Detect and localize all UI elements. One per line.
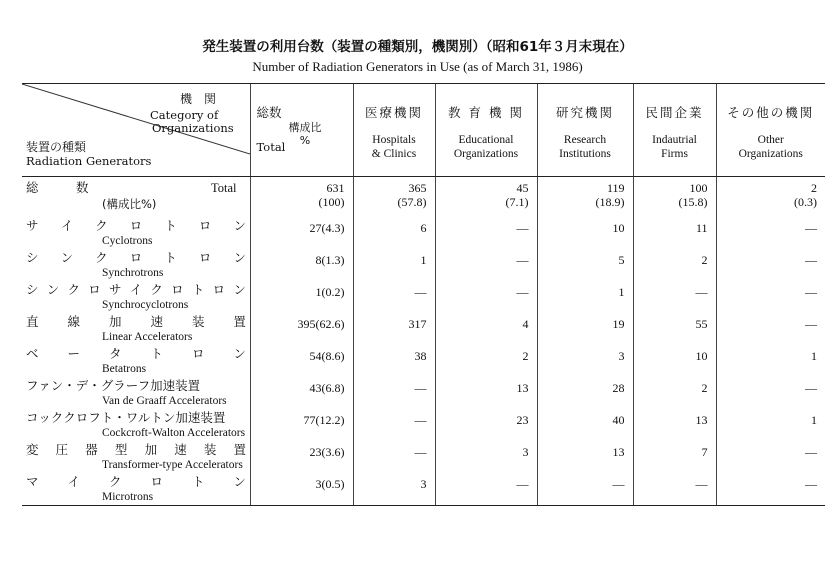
row-label-en: Synchrocyclotrons: [102, 299, 189, 311]
table-row: [22, 249, 825, 281]
column-header-industrial: [633, 84, 716, 177]
value-cell: 3: [435, 441, 537, 473]
column-header-ja: その他の機関: [727, 105, 815, 120]
value-cell: —: [537, 473, 633, 506]
value-cell: 5: [537, 249, 633, 281]
value-cell: 40: [537, 409, 633, 441]
total-value: 631: [326, 181, 345, 195]
total-row: [22, 177, 825, 218]
ratio-header-ja: 構成比: [288, 121, 322, 134]
header-row: [22, 84, 825, 177]
row-label: [22, 473, 250, 506]
column-header-other: [716, 84, 825, 177]
value-cell: 2: [633, 377, 716, 409]
value-cell: 2: [435, 345, 537, 377]
row-label-ja: ファン・デ・グラーフ加速装置: [26, 378, 201, 393]
page-title: 発生装置の利用台数（装置の種類別，機関別）（昭和61年３月末現在）: [202, 39, 633, 55]
value-cell: 2: [633, 249, 716, 281]
row-label-en: Van de Graaff Accelerators: [102, 395, 227, 407]
ratio-header: [289, 121, 322, 147]
row-label-en: Cyclotrons: [102, 235, 153, 247]
row-label-ja: ベ ー タ ト ロ ン: [26, 346, 246, 361]
total-value: 45: [516, 181, 529, 195]
table-row: [22, 217, 825, 249]
total-cell: 43(6.8): [250, 377, 353, 409]
value-cell: 1: [353, 249, 435, 281]
total-cell: 395(62.6): [250, 313, 353, 345]
column-header-en: Research Institutions: [559, 134, 611, 160]
value-cell: —: [716, 281, 825, 313]
row-label-en: Synchrotrons: [102, 267, 164, 279]
total-pct: (15.8): [678, 195, 708, 209]
total-cell: 1(0.2): [250, 281, 353, 313]
total-cell: [435, 177, 537, 218]
total-value: 100: [689, 181, 708, 195]
total-pct: (18.9): [595, 195, 625, 209]
value-cell: —: [716, 313, 825, 345]
value-cell: 1: [537, 281, 633, 313]
column-header-en: Indautrial Firms: [652, 134, 697, 160]
org-label-en2: Organizations: [152, 121, 234, 135]
value-cell: 23: [435, 409, 537, 441]
row-label-ja: シ ン ク ロ サ イ ク ロ ト ロ ン: [26, 282, 246, 297]
column-header-ja: 研究機関: [555, 105, 614, 120]
row-label-ja: コッククロフト・ワルトン加速装置: [26, 410, 226, 425]
total-value: 365: [408, 181, 427, 195]
column-header-en: Educational Organizations: [453, 134, 519, 160]
type-label-en: Radiation Generators: [26, 154, 152, 168]
value-cell: 11: [633, 217, 716, 249]
row-label-ja: サ イ ク ロ ト ロ ン: [26, 218, 246, 233]
value-cell: 6: [353, 217, 435, 249]
total-row-label: [22, 177, 250, 218]
total-cell: [537, 177, 633, 218]
row-label: [22, 409, 250, 441]
org-label-ja: 機 関: [180, 92, 217, 106]
value-cell: 3: [353, 473, 435, 506]
row-label-en: Transformer-type Accelerators: [102, 459, 243, 471]
table-body: [22, 177, 825, 506]
total-pct: (100): [318, 195, 345, 209]
row-label: [22, 313, 250, 345]
row-label: [22, 249, 250, 281]
total-header: [250, 84, 353, 177]
value-cell: 13: [537, 441, 633, 473]
table-row: [22, 281, 825, 313]
table-row: [22, 409, 825, 441]
column-header-research: [537, 84, 633, 177]
row-label-en: Linear Accelerators: [102, 331, 193, 343]
column-header-ja: 教 育 機 関: [448, 105, 524, 120]
total-cell: 27(4.3): [250, 217, 353, 249]
row-label-ja: マ イ ク ロ ト ン: [26, 474, 246, 489]
value-cell: —: [716, 377, 825, 409]
row-label-en: Microtrons: [102, 491, 154, 503]
value-cell: —: [435, 473, 537, 506]
value-cell: —: [633, 281, 716, 313]
table-row: [22, 345, 825, 377]
table-row: [22, 313, 825, 345]
value-cell: —: [353, 409, 435, 441]
table-row: [22, 473, 825, 506]
total-cell: [353, 177, 435, 218]
total-cell: 77(12.2): [250, 409, 353, 441]
total-header-ja: 総数: [256, 105, 282, 120]
row-label: [22, 441, 250, 473]
total-row-ja-sub: (構成比%): [102, 197, 157, 211]
value-cell: —: [716, 217, 825, 249]
row-label-ja: 直 線 加 速 装 置: [26, 314, 246, 329]
value-cell: —: [353, 281, 435, 313]
column-header-en: Hospitals & Clinics: [371, 134, 417, 160]
table-row: [22, 377, 825, 409]
total-value: 2: [811, 181, 817, 195]
page-subtitle: Number of Radiation Generators in Use (as of March 31, 1986): [252, 59, 583, 74]
total-header-en: Total: [256, 140, 286, 154]
total-cell: 8(1.3): [250, 249, 353, 281]
value-cell: —: [716, 249, 825, 281]
ratio-header-pct: %: [299, 134, 311, 147]
column-header-ja: 医療機関: [364, 105, 423, 120]
generators-table: [22, 83, 825, 506]
value-cell: 10: [537, 217, 633, 249]
value-cell: —: [716, 441, 825, 473]
column-header-educational: [435, 84, 537, 177]
type-label-ja: 装置の種類: [26, 140, 87, 154]
total-cell: [633, 177, 716, 218]
row-label: [22, 345, 250, 377]
value-cell: 55: [633, 313, 716, 345]
value-cell: 1: [716, 345, 825, 377]
value-cell: 10: [633, 345, 716, 377]
value-cell: —: [716, 473, 825, 506]
value-cell: 1: [716, 409, 825, 441]
total-row-en: Total: [211, 181, 237, 195]
row-label-ja: 変 圧 器 型 加 速 装 置: [26, 442, 246, 457]
value-cell: 13: [435, 377, 537, 409]
value-cell: —: [435, 217, 537, 249]
row-label: [22, 281, 250, 313]
total-pct: (0.3): [794, 195, 817, 209]
total-value: 119: [606, 181, 625, 195]
total-cell: 3(0.5): [250, 473, 353, 506]
row-label: [22, 217, 250, 249]
value-cell: 4: [435, 313, 537, 345]
column-header-hospitals: [353, 84, 435, 177]
value-cell: 38: [353, 345, 435, 377]
column-header-ja: 民間企業: [645, 105, 704, 120]
total-cell: 54(8.6): [250, 345, 353, 377]
row-label: [22, 377, 250, 409]
value-cell: —: [435, 281, 537, 313]
row-label-en: Cockcroft-Walton Accelerators: [102, 427, 246, 439]
value-cell: 19: [537, 313, 633, 345]
value-cell: 13: [633, 409, 716, 441]
total-cell: [716, 177, 825, 218]
total-cell: [250, 177, 353, 218]
corner-header: [22, 84, 250, 177]
value-cell: 3: [537, 345, 633, 377]
value-cell: —: [353, 377, 435, 409]
table-row: [22, 441, 825, 473]
row-label-en: Betatrons: [102, 363, 147, 375]
total-row-ja: 総 数: [26, 180, 89, 195]
value-cell: —: [633, 473, 716, 506]
value-cell: —: [435, 249, 537, 281]
row-label-ja: シ ン ク ロ ト ロ ン: [26, 250, 246, 265]
total-cell: 23(3.6): [250, 441, 353, 473]
total-pct: (7.1): [505, 195, 529, 209]
value-cell: 7: [633, 441, 716, 473]
value-cell: 317: [353, 313, 435, 345]
value-cell: —: [353, 441, 435, 473]
org-label-en1: Category of: [150, 108, 219, 122]
column-header-en: Other Organizations: [738, 134, 803, 160]
value-cell: 28: [537, 377, 633, 409]
total-pct: (57.8): [397, 195, 427, 209]
